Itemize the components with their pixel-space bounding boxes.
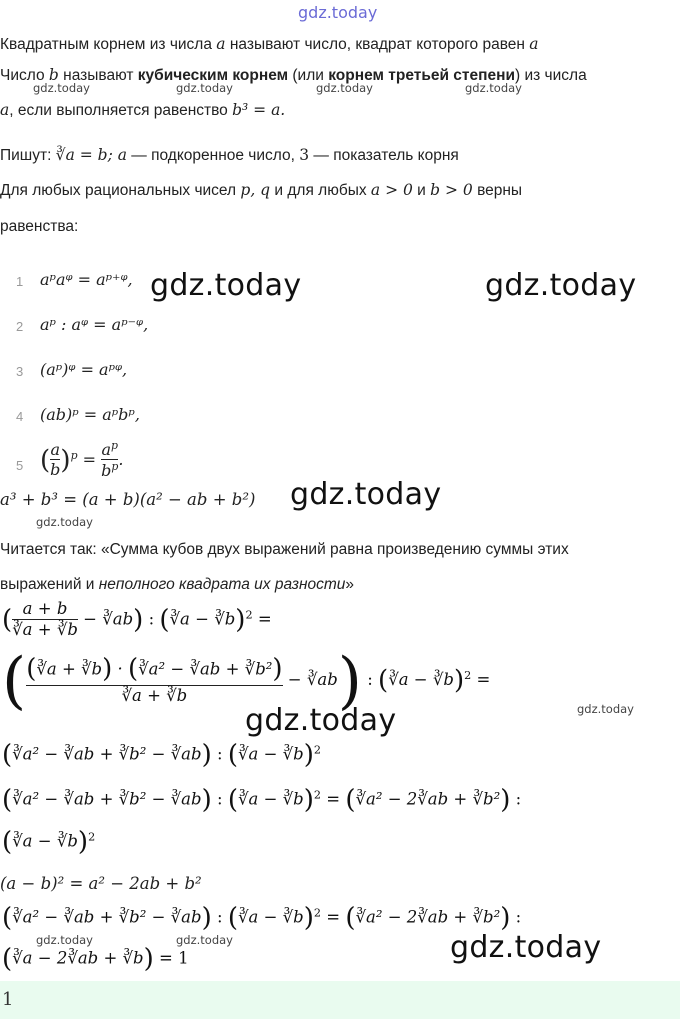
solution-step-3: (∛a² − ∛ab + ∛b² − ∛ab) : (∛a − ∛b)$^2$ — [2, 740, 322, 770]
solution-step-1: ( $\frac{a + b}{∛a + ∛b}$ − ∛ab) : (∛a − ∛b)$^2$ = — [2, 599, 272, 639]
list-number: 1 — [16, 274, 24, 289]
list-number: 4 — [16, 409, 24, 424]
watermark-small: gdz.today — [176, 81, 233, 95]
watermark-small: gdz.today — [36, 933, 93, 947]
definition-square-root: Квадратным корнем из числа a называют число, квадрат которого равен a — [0, 35, 539, 53]
solution-step-5-continued: (∛a − 2∛ab + ∛b) = 1 — [2, 944, 189, 974]
solution-step-4: (∛a² − ∛ab + ∛b² − ∛ab) : (∛a − ∛b)$^2$ = (∛a² − 2∛ab + ∛b²) : — [2, 785, 522, 815]
watermark-small: gdz.today — [36, 515, 93, 529]
solution-step-2: ( $\frac{\text{(∛a + ∛b) · (∛a² − ∛ab + ∛b²)}}{∛a + ∛b}$ − ∛ab) : (∛a − ∛b)$^2$ = — [2, 643, 491, 717]
list-number: 5 — [16, 458, 24, 473]
power-of-power-formula: (aᵖ)ᵠ = aᵖᵠ, — [40, 360, 128, 379]
answer-value: 1 — [2, 989, 14, 1010]
definition-cube-root: Число b называют кубическим корнем (или корнем третьей степени) из числа — [0, 66, 587, 84]
watermark-big: gdz.today — [290, 477, 442, 512]
watermark-small: gdz.today — [465, 81, 522, 95]
power-quotient-formula: aᵖ : aᵠ = aᵖ⁻ᵠ, — [40, 315, 149, 334]
equalities-label: равенства: — [0, 218, 79, 235]
solution-step-5: (∛a² − ∛ab + ∛b² − ∛ab) : (∛a − ∛b)$^2$ = (∛a² − 2∛ab + ∛b²) : — [2, 903, 522, 933]
notation-line: Пишут: ∛a = b; a — подкоренное число, 3 — показатель корня — [0, 146, 459, 164]
power-product-formula: aᵖaᵠ = aᵖ⁺ᵠ, — [40, 270, 133, 289]
answer-bar — [0, 981, 680, 1019]
watermark-small: gdz.today — [577, 702, 634, 716]
list-number: 3 — [16, 364, 24, 379]
square-of-difference-formula: (a − b)² = a² − 2ab + b² — [0, 874, 202, 893]
watermark-small: gdz.today — [176, 933, 233, 947]
watermark-big: gdz.today — [245, 703, 397, 738]
reading-sentence: Читается так: «Сумма кубов двух выражений равна произведению суммы этих — [0, 541, 569, 558]
rational-condition: Для любых рациональных чисел p, q и для любых a > 0 и b > 0 верны — [0, 181, 523, 199]
watermark-big: gdz.today — [150, 268, 302, 303]
power-of-product-formula: (ab)ᵖ = aᵖbᵖ, — [40, 405, 140, 424]
power-of-quotient-formula: ( $\frac{a}{b}$ )$^p$ = $\frac{a^p}{b^p}$ . — [40, 439, 124, 481]
reading-sentence-continued: выражений и неполного квадрата их разности» — [0, 576, 355, 593]
definition-condition: a, если выполняется равенство b³ = a. — [0, 101, 286, 119]
watermark-big: gdz.today — [450, 930, 602, 965]
watermark-big: gdz.today — [485, 268, 637, 303]
list-number: 2 — [16, 319, 24, 334]
sum-of-cubes-formula: a³ + b³ = (a + b)(a² − ab + b²) — [0, 490, 256, 509]
solution-step-4-continued: (∛a − ∛b)$^2$ — [2, 827, 96, 857]
watermark-small: gdz.today — [316, 81, 373, 95]
watermark-top: gdz.today — [298, 3, 378, 22]
watermark-small: gdz.today — [33, 81, 90, 95]
